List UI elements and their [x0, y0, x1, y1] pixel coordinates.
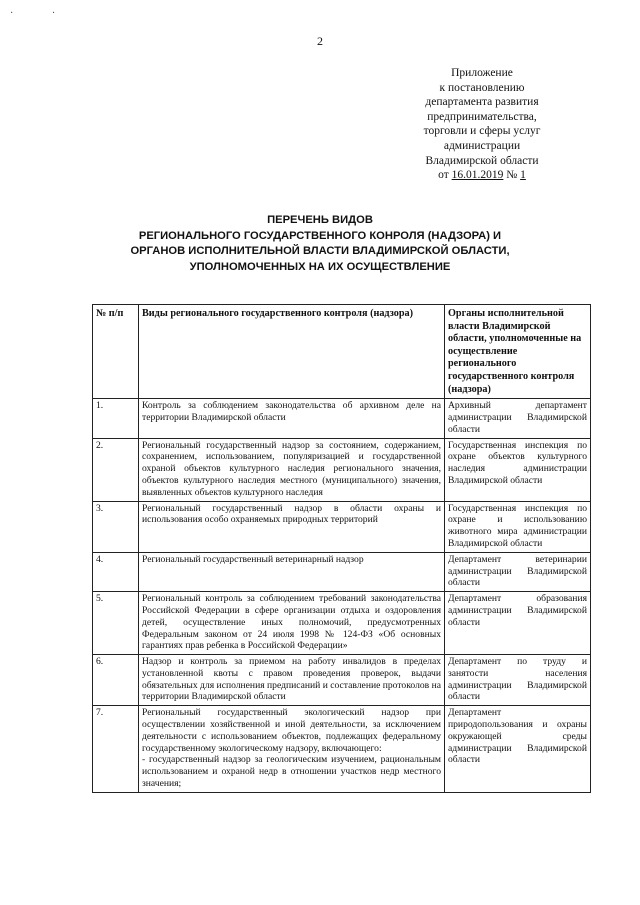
- appendix-line: администрации: [443, 139, 521, 152]
- row-authority: Департамент ветеринарии администрации Владимирской области: [445, 552, 591, 591]
- row-control-kind: Региональный государственный ветеринарный надзор: [139, 552, 445, 591]
- page-number: 2: [317, 34, 323, 48]
- appendix-line: департамента развития: [425, 96, 539, 109]
- date-prefix: от: [438, 169, 449, 182]
- title-line: УПОЛНОМОЧЕННЫХ НА ИХ ОСУЩЕСТВЛЕНИЕ: [189, 260, 451, 273]
- title-line: ОРГАНОВ ИСПОЛНИТЕЛЬНОЙ ВЛАСТИ ВЛАДИМИРСКОЙ ОБЛАСТИ,: [130, 245, 510, 257]
- header-authority: Органы исполнительной власти Владимирской области, уполномоченные на осуществление регионального государственного контроля (надзора): [445, 305, 591, 399]
- table-row: [93, 552, 591, 591]
- row-authority: Департамент образования администрации Владимирской области: [445, 592, 591, 655]
- table-row: [93, 706, 591, 793]
- header-control-kind: Виды регионального государственного контроля (надзора): [139, 305, 445, 399]
- row-authority: Архивный департамент администрации Владимирской области: [445, 399, 591, 438]
- row-control-kind: Контроль за соблюдением законодательства об архивном деле на территории Владимирской области: [139, 399, 445, 438]
- table-row: [93, 592, 591, 655]
- row-control-kind: Надзор и контроль за приемом на работу инвалидов в пределах установленной квоты с правом проведения проверок, выдачи обязательных для исполнения предписаний и составление протоколов на территории Владимирской области: [139, 655, 445, 706]
- appendix-block: [382, 66, 582, 183]
- row-authority: Государственная инспекция по охране и использованию животного мира администрации Владимирской области: [445, 501, 591, 552]
- appendix-line: торговли и сферы услуг: [423, 125, 541, 138]
- row-number: 4.: [93, 552, 139, 591]
- row-number: 6.: [93, 655, 139, 706]
- title-line: РЕГИОНАЛЬНОГО ГОСУДАРСТВЕННОГО КОНРОЛЯ (НАДЗОРА) И: [138, 229, 502, 242]
- document-number: 1: [520, 169, 526, 182]
- control-types-table: [92, 304, 591, 793]
- corner-marks: · ·: [10, 8, 74, 19]
- appendix-line: предпринимательства,: [427, 110, 537, 123]
- row-number: 7.: [93, 706, 139, 793]
- title-line: ПЕРЕЧЕНЬ ВИДОВ: [267, 214, 373, 226]
- document-date: 16.01.2019: [451, 169, 504, 182]
- row-control-kind: Региональный контроль за соблюдением требований законодательства Российской Федерации в сфере организации отдыха и оздоровления детей, осуществление иных полномочий, предусмотренных Федеральным законом от 24 июля 1998 № 124-ФЗ «Об основных гарантиях прав ребенка в Российской Федерации»: [139, 592, 445, 655]
- table-header-row: [93, 305, 591, 399]
- table-row: [93, 438, 591, 501]
- document-title: [90, 213, 550, 275]
- header-number: № п/п: [93, 305, 139, 399]
- row-number: 2.: [93, 438, 139, 501]
- row-authority: Государственная инспекция по охране объектов культурного наследия администрации Владимирской области: [445, 438, 591, 501]
- row-number: 1.: [93, 399, 139, 438]
- row-number: 3.: [93, 501, 139, 552]
- row-control-kind-text: Региональный государственный экологический надзор при осуществлении хозяйственной и иной деятельности, за исключением деятельности с использованием объектов, подлежащих федеральному государственному экологическому надзору, включающего:: [142, 707, 441, 754]
- appendix-line: Владимирской области: [425, 154, 539, 167]
- row-control-kind: Региональный государственный надзор за состоянием, содержанием, сохранением, использованием, популяризацией и государственной охраной объектов культурного наследия регионального значения, объектов культурного наследия местного (муниципального) значения, выявленных объектов культурного наследия: [139, 438, 445, 501]
- row-number: 5.: [93, 592, 139, 655]
- table-row: [93, 399, 591, 438]
- row-authority: Департамент по труду и занятости населения администрации Владимирской области: [445, 655, 591, 706]
- appendix-date-line: [382, 168, 582, 183]
- row-control-kind: Региональный государственный надзор в области охраны и использования особо охраняемых природных территорий: [139, 501, 445, 552]
- row-control-kind: [139, 706, 445, 793]
- appendix-line: Приложение: [451, 67, 513, 79]
- row-control-kind-subitem: - государственный надзор за геологическим изучением, рациональным использованием и охраной недр в отношении участков недр местного значения;: [142, 754, 441, 790]
- row-authority: Департамент природопользования и охраны окружающей среды администрации Владимирской области: [445, 706, 591, 793]
- table-row: [93, 501, 591, 552]
- number-sign: №: [506, 169, 518, 182]
- appendix-line: к постановлению: [439, 81, 525, 94]
- table-row: [93, 655, 591, 706]
